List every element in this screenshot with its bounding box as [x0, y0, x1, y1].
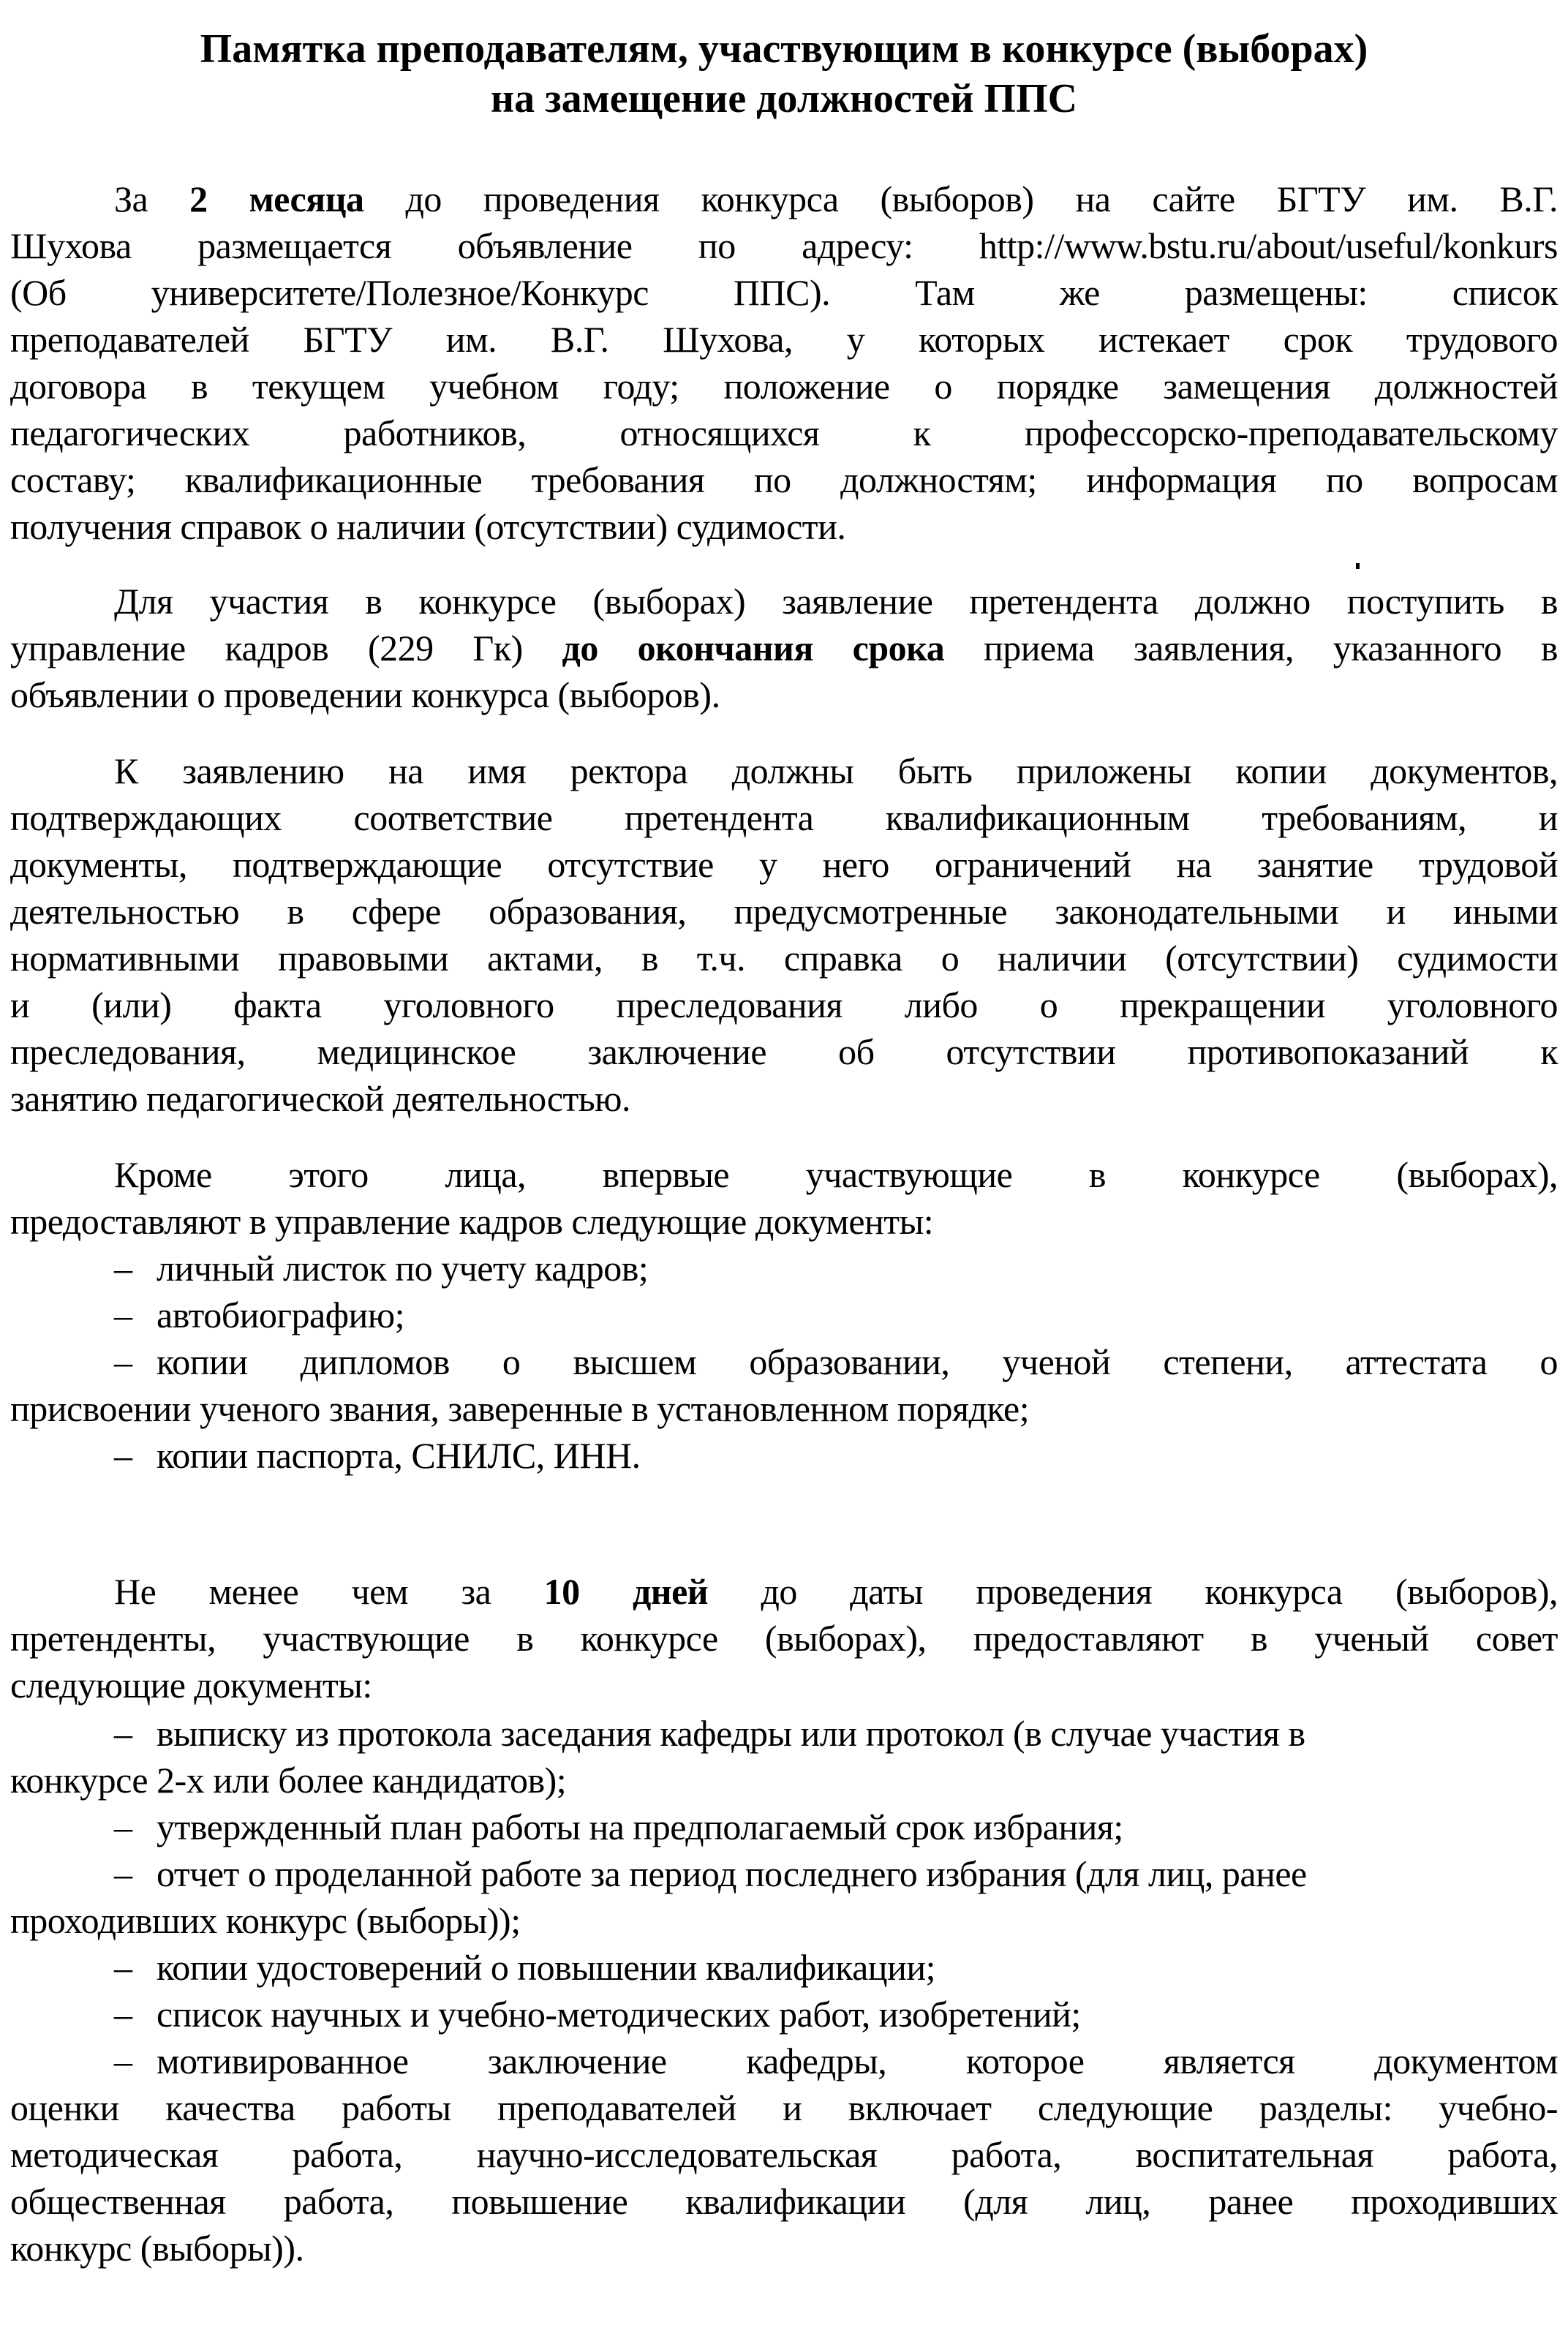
dash-bullet: – [114, 1994, 132, 2035]
list-item: – копии дипломов о высшем образовании, ученой степени, аттестата о [114, 1338, 1558, 1385]
emphasis-10-days: 10 дней [543, 1571, 709, 1612]
dash-bullet: – [114, 1713, 132, 1754]
emphasis-2-months: 2 месяца [189, 178, 364, 219]
list-item: – список научных и учебно-методических работ, изобретений; [114, 1991, 1558, 2038]
text-line: Для участия в конкурсе (выборах) заявление претендента должно поступить в [114, 581, 1558, 622]
list-item-continuation: оценки качества работы преподавателей и включает следующие разделы: учебно- [10, 2087, 1558, 2128]
list-item: – отчет о проделанной работе за период последнего избрания (для лиц, ранее [114, 1850, 1558, 1897]
emphasis-deadline: до окончания срока [562, 628, 945, 668]
dash-bullet: – [114, 1341, 132, 1382]
text-line: Не менее чем за 10 дней до даты проведения конкурса (выборов), [114, 1571, 1558, 1612]
dash-bullet: – [114, 2041, 132, 2081]
text-line: К заявлению на имя ректора должны быть приложены копии документов, [114, 750, 1558, 791]
text-line: подтверждающих соответствие претендента квалификационным требованиям, и [10, 797, 1558, 838]
text-line: объявлении о проведении конкурса (выборов). [10, 674, 720, 715]
text-line-with-url: Шухова размещается объявление по адресу: http://www.bstu.ru/about/useful/konkurs [10, 225, 1558, 266]
dash-bullet: – [114, 1295, 132, 1335]
text-line: педагогических работников, относящихся к профессорско-преподавательскому [10, 412, 1558, 453]
text-line: составу; квалификационные требования по должностям; информация по вопросам [10, 459, 1558, 500]
text-line: (Об университете/Полезное/Конкурс ППС). Там же размещены: список [10, 272, 1558, 313]
dash-bullet: – [114, 1248, 132, 1289]
text-line: управление кадров (229 Гк) до окончания срока приема заявления, указанного в [10, 628, 1558, 668]
text-line: За 2 месяца до проведения конкурса (выборов) на сайте БГТУ им. В.Г. [114, 178, 1558, 219]
text-line: и (или) факта уголовного преследования либо о прекращении уголовного [10, 984, 1558, 1025]
text-line: нормативными правовыми актами, в т.ч. справка о наличии (отсутствии) судимости [10, 938, 1558, 979]
list-item: – личный листок по учету кадров; [114, 1245, 1558, 1292]
dash-bullet: – [114, 1435, 132, 1476]
text-line: преследования, медицинское заключение об отсутствии противопоказаний к [10, 1031, 1558, 1072]
text-line: Кроме этого лица, впервые участвующие в конкурсе (выборах), [114, 1154, 1558, 1195]
list-item-continuation: методическая работа, научно-исследовательская работа, воспитательная работа, [10, 2134, 1558, 2175]
list-item-continuation: конкурсе 2-х или более кандидатов); [10, 1760, 567, 1801]
list-item-continuation: конкурс (выборы)). [10, 2228, 304, 2269]
document-title-line-2: на замещение должностей ППС [490, 76, 1078, 121]
list-item-continuation: общественная работа, повышение квалификации (для лиц, ранее проходивших [10, 2181, 1558, 2222]
text-line: договора в текущем учебном году; положение о порядке замещения должностей [10, 366, 1558, 407]
text-line: следующие документы: [10, 1665, 372, 1706]
text-line: предоставляют в управление кадров следующие документы: [10, 1201, 934, 1242]
list-item-continuation: присвоении ученого звания, заверенные в установленном порядке; [10, 1388, 1030, 1429]
list-item-continuation: проходивших конкурс (выборы)); [10, 1900, 521, 1941]
list-item: – выписку из протокола заседания кафедры или протокол (в случае участия в [114, 1710, 1558, 1757]
list-item: – автобиографию; [114, 1292, 1558, 1338]
dash-bullet: – [114, 1806, 132, 1847]
list-item: – мотивированное заключение кафедры, которое является документом [114, 2038, 1558, 2084]
text-line: получения справок о наличии (отсутствии) судимости. [10, 506, 846, 547]
text-line: претенденты, участвующие в конкурсе (выборах), предоставляют в ученый совет [10, 1618, 1558, 1659]
dash-bullet: – [114, 1853, 132, 1894]
text-line: деятельностью в сфере образования, предусмотренные законодательными и иными [10, 891, 1558, 932]
list-item: – копии паспорта, СНИЛС, ИНН. [114, 1432, 1558, 1479]
scan-speck [1356, 563, 1360, 569]
document-title-line-1: Памятка преподавателям, участвующим в конкурсе (выборах) [200, 26, 1368, 72]
text-line: преподавателей БГТУ им. В.Г. Шухова, у которых истекает срок трудового [10, 319, 1558, 360]
dash-bullet: – [114, 1947, 132, 1988]
list-item: – копии удостоверений о повышении квалификации; [114, 1944, 1558, 1991]
text-line: документы, подтверждающие отсутствие у него ограничений на занятие трудовой [10, 844, 1558, 885]
text-line: занятию педагогической деятельностью. [10, 1078, 631, 1119]
list-item: – утвержденный план работы на предполагаемый срок избрания; [114, 1804, 1558, 1850]
